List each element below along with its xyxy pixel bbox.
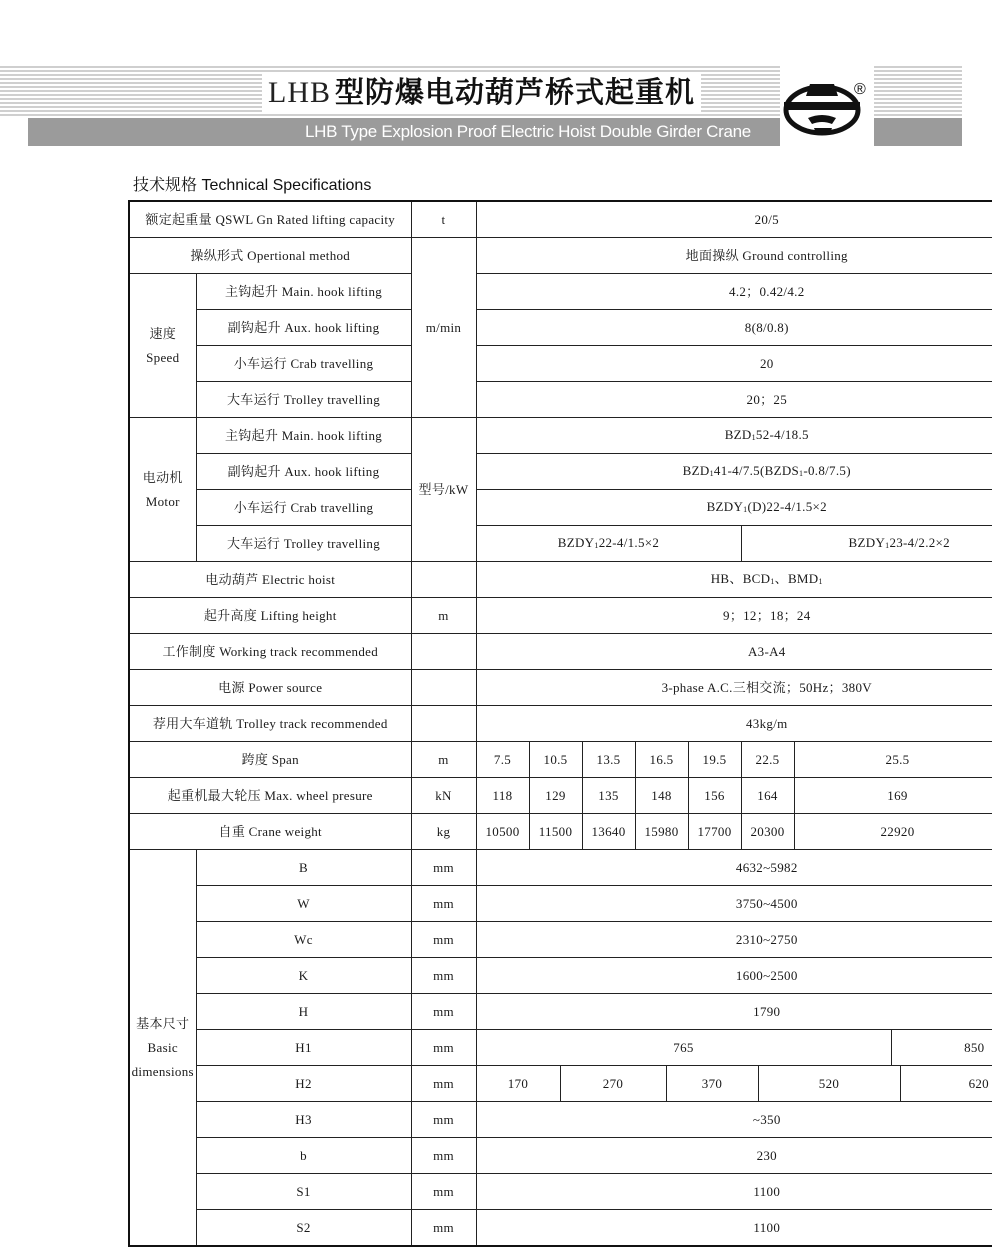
label-rail: 荐用大车道轨 Trolley track recommended (129, 706, 411, 742)
unit-mm: mm (411, 886, 476, 922)
label-speed (129, 274, 196, 418)
table-row (129, 922, 992, 958)
unit-mm: mm (411, 1138, 476, 1174)
span-value: 25.5 (794, 742, 992, 778)
title-chinese: 型防爆电动葫芦桥式起重机 (335, 75, 696, 109)
value-motor-aux: $BZD_141-4/7.5(BZDS_1-0.8/7.5)$ (476, 454, 992, 490)
page-subtitle: LHB Type Explosion Proof Electric Hoist Double Girder Crane (305, 122, 751, 141)
header-stripes-right (874, 66, 962, 118)
label-speed-main: 主钩起升 Main. hook lifting (196, 274, 411, 310)
dim-value: 1100 (476, 1174, 992, 1210)
table-row (129, 1030, 992, 1066)
value-speed-trolley: 20；25 (476, 382, 992, 418)
table-row (129, 634, 992, 670)
weight-value: 22920 (794, 814, 992, 850)
table-row (129, 201, 992, 238)
label-motor-aux: 副钩起升 Aux. hook lifting (196, 454, 411, 490)
span-value: 16.5 (635, 742, 688, 778)
wheel-value: 156 (688, 778, 741, 814)
unit-empty (411, 562, 476, 598)
label-speed-trolley: 大车运行 Trolley travelling (196, 382, 411, 418)
label-method: 操纵形式 Opertional method (129, 238, 411, 274)
value-hoist: HB、$BCD_1$、$BMD_1$ (476, 562, 992, 598)
unit-t: t (411, 201, 476, 238)
table-row (129, 1210, 992, 1247)
table-row (129, 1138, 992, 1174)
table-row (129, 850, 992, 886)
value-method: 地面操纵 Ground controlling (476, 238, 992, 274)
value-motor-main: $BZD_152-4/18.5$ (476, 418, 992, 454)
dim-label: H (196, 994, 411, 1030)
unit-empty (411, 634, 476, 670)
table-row (129, 562, 992, 598)
dim-label: b (196, 1138, 411, 1174)
table-row (129, 742, 992, 778)
value-motor-trolley-1: $BZDY_122-4/1.5\times 2$ (476, 526, 741, 562)
value-height: 9；12；18；24 (476, 598, 992, 634)
dim-value: ~350 (476, 1102, 992, 1138)
table-row (129, 958, 992, 994)
value-speed-aux: 8(8/0.8) (476, 310, 992, 346)
table-row (129, 886, 992, 922)
weight-value: 20300 (741, 814, 794, 850)
table-row (129, 418, 992, 454)
dim-value: 230 (476, 1138, 992, 1174)
label-motor-crab: 小车运行 Crab travelling (196, 490, 411, 526)
dim-label: B (196, 850, 411, 886)
label-motor (129, 418, 196, 562)
value-power: 3-phase A.C.三相交流；50Hz；380V (476, 670, 992, 706)
table-row (129, 670, 992, 706)
table-row (129, 310, 992, 346)
unit-kg: kg (411, 814, 476, 850)
table-row (129, 706, 992, 742)
table-row (129, 814, 992, 850)
unit-empty (411, 670, 476, 706)
table-row (129, 454, 992, 490)
value-duty: A3-A4 (476, 634, 992, 670)
dim-value: 765 (476, 1030, 891, 1066)
unit-motor: 型号/kW (411, 418, 476, 562)
table-row (129, 994, 992, 1030)
unit-speed: m/min (411, 238, 476, 418)
table-row (129, 346, 992, 382)
dim-label: K (196, 958, 411, 994)
span-value: 7.5 (476, 742, 529, 778)
table-row (129, 598, 992, 634)
label-capacity: 额定起重量 QSWL Gn Rated lifting capacity (129, 201, 411, 238)
unit-kn: kN (411, 778, 476, 814)
weight-value: 11500 (529, 814, 582, 850)
subtitle-bar-right (874, 118, 962, 146)
dim-value: 520 (758, 1066, 900, 1102)
dim-label: H1 (196, 1030, 411, 1066)
dim-label: S2 (196, 1210, 411, 1247)
label-span: 跨度 Span (129, 742, 411, 778)
value-speed-main: 4.2；0.42/4.2 (476, 274, 992, 310)
wheel-value: 148 (635, 778, 688, 814)
span-value: 13.5 (582, 742, 635, 778)
label-duty: 工作制度 Working track recommended (129, 634, 411, 670)
value-motor-crab: $BZDY_1(D)22-4/1.5\times 2$ (476, 490, 992, 526)
unit-mm: mm (411, 1066, 476, 1102)
dim-value: 1100 (476, 1210, 992, 1247)
table-row (129, 1174, 992, 1210)
dim-value: 4632~5982 (476, 850, 992, 886)
table-row (129, 274, 992, 310)
label-motor-en: Motor (145, 493, 180, 509)
dim-label: H2 (196, 1066, 411, 1102)
wheel-value: 135 (582, 778, 635, 814)
label-weight: 自重 Crane weight (129, 814, 411, 850)
dim-value: 2310~2750 (476, 922, 992, 958)
label-speed-cn: 速度 (149, 325, 177, 341)
unit-mm: mm (411, 850, 476, 886)
dim-label: Wc (196, 922, 411, 958)
unit-mm: mm (411, 958, 476, 994)
dim-value: 3750~4500 (476, 886, 992, 922)
wheel-value: 164 (741, 778, 794, 814)
unit-span: m (411, 742, 476, 778)
dim-value: 370 (666, 1066, 758, 1102)
dim-value: 620 (900, 1066, 992, 1102)
label-speed-crab: 小车运行 Crab travelling (196, 346, 411, 382)
wheel-value: 118 (476, 778, 529, 814)
value-motor-trolley-2: $BZDY_123-4/2.2\times 2$ (741, 526, 992, 562)
label-speed-en: Speed (146, 349, 180, 365)
weight-value: 13640 (582, 814, 635, 850)
weight-value: 15980 (635, 814, 688, 850)
table-row (129, 382, 992, 418)
label-hoist: 电动葫芦 Electric hoist (129, 562, 411, 598)
registered-mark: ® (854, 81, 866, 98)
unit-empty (411, 706, 476, 742)
spec-table (128, 200, 992, 1247)
dim-label: S1 (196, 1174, 411, 1210)
weight-value: 10500 (476, 814, 529, 850)
label-basic-en1: Basic (147, 1039, 178, 1055)
label-speed-aux: 副钩起升 Aux. hook lifting (196, 310, 411, 346)
label-wheel: 起重机最大轮压 Max. wheel presure (129, 778, 411, 814)
label-basic-cn: 基本尺寸 (136, 1015, 190, 1031)
unit-mm: mm (411, 1030, 476, 1066)
title-prefix: LHB (268, 76, 331, 109)
dim-value: 270 (560, 1066, 666, 1102)
label-motor-cn: 电动机 (142, 469, 183, 485)
unit-mm: mm (411, 994, 476, 1030)
table-row (129, 778, 992, 814)
unit-mm: mm (411, 1174, 476, 1210)
unit-mm: mm (411, 1210, 476, 1247)
dim-label: W (196, 886, 411, 922)
table-row (129, 238, 992, 274)
table-row (129, 1102, 992, 1138)
unit-mm: mm (411, 922, 476, 958)
span-value: 22.5 (741, 742, 794, 778)
dim-value: 850 (891, 1030, 992, 1066)
table-row (129, 526, 992, 562)
weight-value: 17700 (688, 814, 741, 850)
table-row (129, 490, 992, 526)
dim-label: H3 (196, 1102, 411, 1138)
company-logo-icon (782, 72, 872, 146)
wheel-value: 129 (529, 778, 582, 814)
dim-value: 170 (476, 1066, 560, 1102)
label-height: 起升高度 Lifting height (129, 598, 411, 634)
unit-mm: mm (411, 1102, 476, 1138)
value-capacity: 20/5 (476, 201, 992, 238)
section-title: 技术规格 Technical Specifications (133, 177, 372, 194)
label-motor-main: 主钩起升 Main. hook lifting (196, 418, 411, 454)
unit-m: m (411, 598, 476, 634)
wheel-value: 169 (794, 778, 992, 814)
span-value: 10.5 (529, 742, 582, 778)
label-basic-en2: dimensions (131, 1063, 194, 1079)
dim-value: 1790 (476, 994, 992, 1030)
span-value: 19.5 (688, 742, 741, 778)
page-title (262, 72, 701, 112)
value-speed-crab: 20 (476, 346, 992, 382)
value-rail: 43kg/m (476, 706, 992, 742)
label-power: 电源 Power source (129, 670, 411, 706)
dim-value: 1600~2500 (476, 958, 992, 994)
label-motor-trolley: 大车运行 Trolley travelling (196, 526, 411, 562)
table-row (129, 1066, 992, 1102)
label-basic-dimensions (129, 850, 196, 1247)
